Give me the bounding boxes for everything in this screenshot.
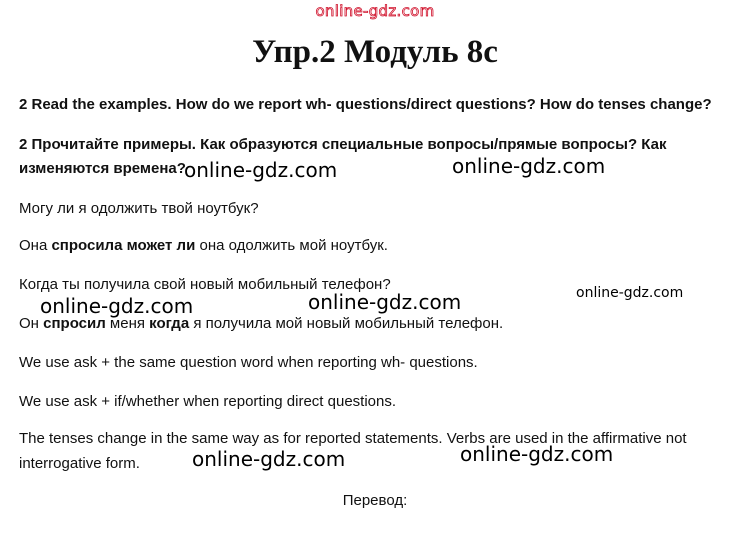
rule-wh-questions: We use ask + the same question word when reporting wh- questions. bbox=[19, 354, 478, 371]
example-reported-1-text-a: Она bbox=[19, 237, 52, 254]
watermark: online-gdz.com bbox=[308, 290, 462, 314]
translation-label: Перевод: bbox=[342, 492, 408, 509]
task-english: 2 Read the examples. How do we report wh- questions/direct questions? How do tenses change? bbox=[19, 96, 712, 113]
watermark: online-gdz.com bbox=[184, 158, 338, 182]
watermark: online-gdz.com bbox=[192, 447, 346, 471]
watermark: online-gdz.com bbox=[576, 285, 684, 301]
example-reported-1-highlight: спросила может ли bbox=[51, 237, 196, 254]
example-reported-1 bbox=[19, 234, 388, 258]
example-reported-1-text-c: она одолжить мой ноутбук. bbox=[195, 237, 388, 254]
rule-tenses-line-2: interrogative form. bbox=[19, 455, 140, 472]
example-question-2: Когда ты получила свой новый мобильный телефон? bbox=[19, 276, 391, 293]
task-russian-line-1: 2 Прочитайте примеры. Как образуются специальные вопросы/прямые вопросы? Как bbox=[19, 136, 667, 153]
watermark: online-gdz.com bbox=[40, 294, 194, 318]
rule-tenses-line-1: The tenses change in the same way as for reported statements. Verbs are used in the affirmative not bbox=[19, 430, 687, 447]
task-russian-line-2: изменяются времена? bbox=[19, 160, 186, 177]
example-reported-2-text-c: меня bbox=[105, 315, 150, 332]
example-reported-2-highlight-when: когда bbox=[149, 315, 190, 332]
watermark: online-gdz.com bbox=[460, 442, 614, 466]
example-reported-2-highlight-asked: спросил bbox=[43, 315, 106, 332]
example-question-1: Могу ли я одолжить твой ноутбук? bbox=[19, 200, 259, 217]
example-reported-2-text-e: я получила мой новый мобильный телефон. bbox=[189, 315, 504, 332]
site-header-watermark: online-gdz.com bbox=[315, 2, 435, 20]
page-title: Упр.2 Модуль 8с bbox=[252, 34, 498, 70]
watermark: online-gdz.com bbox=[452, 154, 606, 178]
example-reported-2-text-a: Он bbox=[19, 315, 44, 332]
rule-direct-questions: We use ask + if/whether when reporting direct questions. bbox=[19, 393, 397, 410]
